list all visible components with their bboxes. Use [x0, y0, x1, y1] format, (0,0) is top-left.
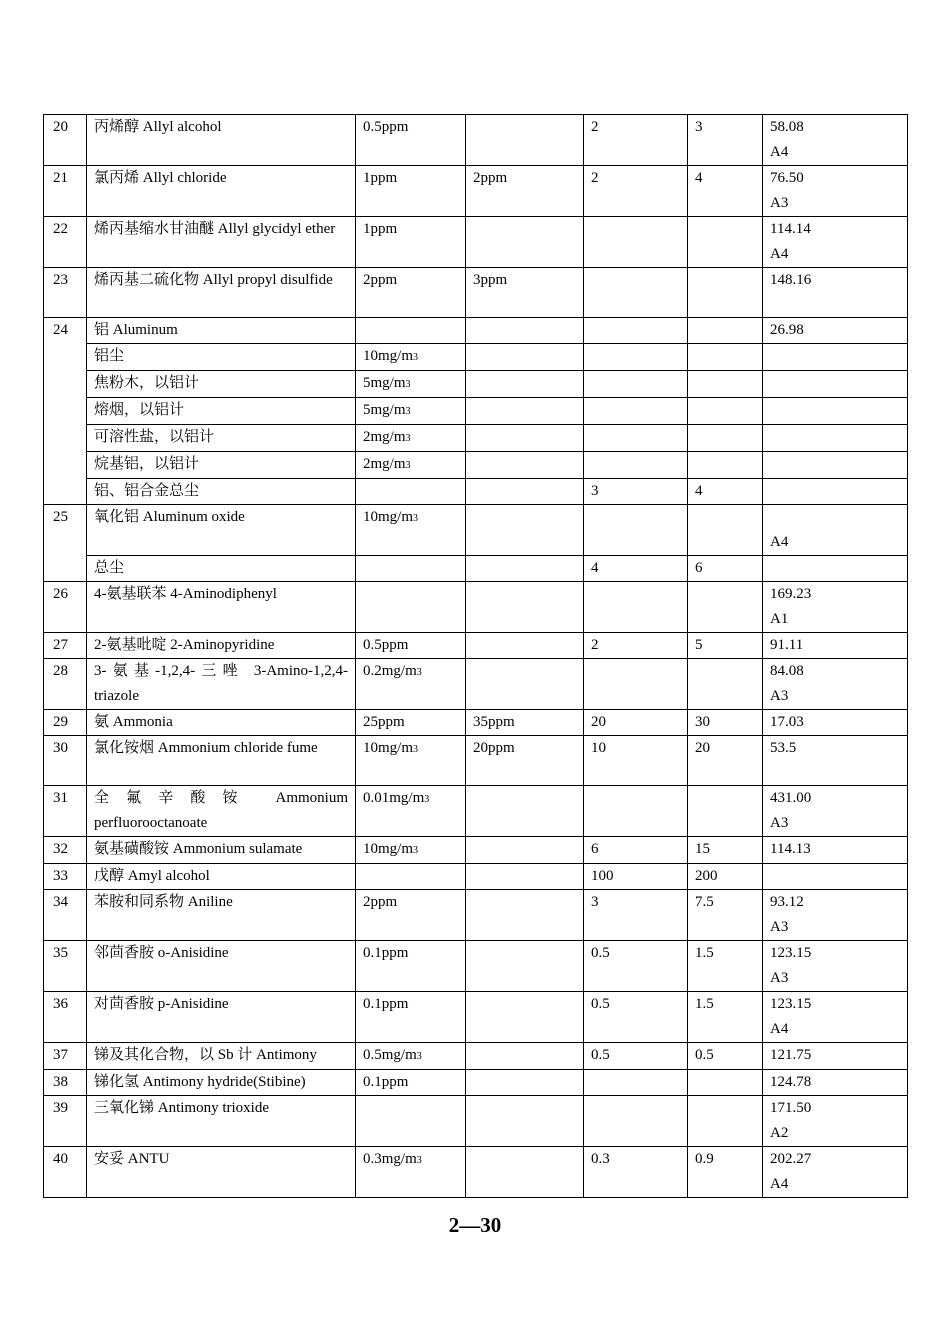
- limit-b-cell: [688, 398, 763, 425]
- molecular-weight-cell: [763, 268, 908, 318]
- twa-value-cell: [356, 115, 466, 166]
- limit-a-cell: 4: [584, 556, 688, 582]
- table-row: [44, 659, 908, 710]
- row-number-cell: 23: [44, 268, 87, 318]
- unit-suffix: 3: [413, 845, 419, 856]
- limit-a-cell: [584, 398, 688, 425]
- limit-b-cell: 0.5: [688, 1043, 763, 1070]
- molecular-weight-value: 76.50: [770, 170, 804, 186]
- molecular-weight-cell: [763, 371, 908, 398]
- twa-value-cell: [356, 398, 466, 425]
- limit-a-cell: [584, 505, 688, 556]
- molecular-weight-value: [770, 344, 900, 369]
- twa-value-text: 0.1ppm: [363, 996, 409, 1012]
- twa-value-text: 25ppm: [363, 714, 405, 730]
- substance-table-container: [43, 114, 907, 1198]
- substance-name-cell: 丙烯醇 Allyl alcohol: [87, 115, 356, 166]
- molecular-weight-value: [770, 425, 900, 450]
- molecular-weight-value: [770, 505, 900, 530]
- limit-a-cell: [584, 425, 688, 452]
- table-row: [44, 837, 908, 864]
- table-row: [44, 556, 908, 582]
- row-number-cell: 29: [44, 710, 87, 736]
- twa-value-text: 1ppm: [363, 221, 398, 237]
- molecular-weight-value: 26.98: [770, 322, 804, 338]
- molecular-weight-value: [770, 556, 900, 581]
- limit-a-cell: 100: [584, 864, 688, 890]
- stel-value-cell: [466, 786, 584, 837]
- stel-value-cell: 35ppm: [466, 710, 584, 736]
- unit-suffix: 3: [416, 1051, 422, 1062]
- limit-b-cell: [688, 582, 763, 633]
- substance-name-cell: 焦粉木，以铝计: [87, 371, 356, 398]
- carcinogen-class: A4: [770, 1021, 789, 1037]
- molecular-weight-cell: [763, 710, 908, 736]
- substance-name-cell: 4-氨基联苯 4-Aminodiphenyl: [87, 582, 356, 633]
- stel-value-cell: 3ppm: [466, 268, 584, 318]
- row-number-cell: 21: [44, 166, 87, 217]
- carcinogen-class: A4: [770, 144, 789, 160]
- table-body: [44, 115, 908, 1198]
- substance-name-cell: 苯胺和同系物 Aniline: [87, 890, 356, 941]
- limit-b-cell: [688, 786, 763, 837]
- table-row: [44, 633, 908, 659]
- table-row: [44, 371, 908, 398]
- table-row: [44, 941, 908, 992]
- stel-value-cell: [466, 837, 584, 864]
- limit-a-cell: [584, 582, 688, 633]
- stel-value-cell: [466, 992, 584, 1043]
- molecular-weight-cell: [763, 582, 908, 633]
- table-row: [44, 736, 908, 786]
- limit-b-cell: 1.5: [688, 992, 763, 1043]
- limit-a-cell: 2: [584, 166, 688, 217]
- substance-name-cell: 铝尘: [87, 344, 356, 371]
- twa-value-cell: [356, 479, 466, 505]
- substance-name-cell: 邻茴香胺 o-Anisidine: [87, 941, 356, 992]
- limit-b-cell: 4: [688, 166, 763, 217]
- limit-a-cell: 0.5: [584, 941, 688, 992]
- substance-name-cell: 锑及其化合物，以 Sb 计 Antimony: [87, 1043, 356, 1070]
- limit-b-cell: [688, 659, 763, 710]
- twa-value-text: 0.01mg/m: [363, 790, 425, 806]
- molecular-weight-value: 124.78: [770, 1074, 812, 1090]
- right-margin-rule: [907, 114, 908, 1194]
- molecular-weight-value: 114.13: [770, 841, 811, 857]
- substance-name-cell: 氯化铵烟 Ammonium chloride fume: [87, 736, 356, 786]
- limit-a-cell: [584, 268, 688, 318]
- molecular-weight-value: 93.12: [770, 894, 804, 910]
- molecular-weight-value: [770, 479, 900, 504]
- table-row: [44, 318, 908, 344]
- table-row: [44, 1070, 908, 1096]
- table-row: [44, 344, 908, 371]
- stel-value-cell: [466, 318, 584, 344]
- substance-name-cell: 氧化铝 Aluminum oxide: [87, 505, 356, 556]
- twa-value-text: 5mg/m: [363, 375, 406, 391]
- twa-value-text: 1ppm: [363, 170, 398, 186]
- molecular-weight-value: 84.08: [770, 663, 804, 679]
- limit-a-cell: 20: [584, 710, 688, 736]
- limit-b-cell: 3: [688, 115, 763, 166]
- row-number-cell: 25: [44, 505, 87, 582]
- limit-a-cell: [584, 217, 688, 268]
- molecular-weight-value: 114.14: [770, 221, 811, 237]
- table-row: [44, 479, 908, 505]
- stel-value-cell: [466, 344, 584, 371]
- limit-b-cell: [688, 318, 763, 344]
- limit-a-cell: [584, 659, 688, 710]
- molecular-weight-cell: [763, 1096, 908, 1147]
- molecular-weight-value: [770, 864, 900, 889]
- molecular-weight-value: 202.27: [770, 1151, 812, 1167]
- carcinogen-class: A4: [770, 1176, 789, 1192]
- carcinogen-class: A1: [770, 611, 789, 627]
- limit-b-cell: 200: [688, 864, 763, 890]
- stel-value-cell: [466, 864, 584, 890]
- limit-b-cell: [688, 371, 763, 398]
- molecular-weight-cell: [763, 425, 908, 452]
- table-row: [44, 1043, 908, 1070]
- substance-name-cell: 氨基磺酸铵 Ammonium sulamate: [87, 837, 356, 864]
- table-row: [44, 505, 908, 556]
- unit-suffix: 3: [413, 352, 419, 363]
- limit-b-cell: [688, 505, 763, 556]
- stel-value-cell: [466, 371, 584, 398]
- molecular-weight-cell: [763, 941, 908, 992]
- twa-value-text: 2ppm: [363, 272, 398, 288]
- row-number-cell: 40: [44, 1147, 87, 1198]
- carcinogen-class: A3: [770, 815, 789, 831]
- twa-value-text: 10mg/m: [363, 740, 414, 756]
- row-number-cell: 27: [44, 633, 87, 659]
- twa-value-cell: [356, 864, 466, 890]
- twa-value-cell: [356, 837, 466, 864]
- molecular-weight-cell: [763, 992, 908, 1043]
- molecular-weight-cell: [763, 633, 908, 659]
- twa-value-text: 0.5ppm: [363, 119, 409, 135]
- twa-value-cell: [356, 371, 466, 398]
- twa-value-cell: [356, 992, 466, 1043]
- molecular-weight-cell: [763, 505, 908, 556]
- molecular-weight-cell: [763, 837, 908, 864]
- molecular-weight-value: [770, 452, 900, 477]
- twa-value-cell: [356, 268, 466, 318]
- twa-value-cell: [356, 941, 466, 992]
- twa-value-cell: [356, 556, 466, 582]
- limit-b-cell: 6: [688, 556, 763, 582]
- stel-value-cell: [466, 1147, 584, 1198]
- unit-suffix: 3: [416, 667, 422, 678]
- limit-a-cell: [584, 344, 688, 371]
- limit-b-cell: 30: [688, 710, 763, 736]
- unit-suffix: 3: [405, 379, 411, 390]
- substance-name-cell: 铝 Aluminum: [87, 318, 356, 344]
- substance-name-cell: 烷基铝，以铝计: [87, 452, 356, 479]
- twa-value-cell: [356, 344, 466, 371]
- molecular-weight-cell: [763, 115, 908, 166]
- row-number-cell: 24: [44, 318, 87, 505]
- limit-a-cell: 3: [584, 890, 688, 941]
- molecular-weight-cell: [763, 166, 908, 217]
- limit-a-cell: 0.5: [584, 1043, 688, 1070]
- molecular-weight-value: 171.50: [770, 1100, 812, 1116]
- molecular-weight-value: 53.5: [770, 740, 797, 756]
- limit-a-cell: 2: [584, 633, 688, 659]
- table-row: [44, 425, 908, 452]
- stel-value-cell: [466, 556, 584, 582]
- stel-value-cell: [466, 890, 584, 941]
- row-number-cell: 22: [44, 217, 87, 268]
- unit-suffix: 3: [424, 794, 430, 805]
- limit-b-cell: [688, 425, 763, 452]
- limit-a-cell: [584, 318, 688, 344]
- limit-b-cell: 4: [688, 479, 763, 505]
- unit-suffix: 3: [413, 513, 419, 524]
- table-row: [44, 582, 908, 633]
- limit-b-cell: 20: [688, 736, 763, 786]
- molecular-weight-cell: [763, 736, 908, 786]
- limit-b-cell: [688, 1070, 763, 1096]
- molecular-weight-value: 169.23: [770, 586, 812, 602]
- substance-table: [43, 114, 908, 1198]
- twa-value-cell: [356, 1043, 466, 1070]
- molecular-weight-cell: [763, 890, 908, 941]
- limit-a-cell: 0.3: [584, 1147, 688, 1198]
- molecular-weight-value: 17.03: [770, 714, 804, 730]
- molecular-weight-cell: [763, 1070, 908, 1096]
- limit-b-cell: [688, 268, 763, 318]
- row-number-cell: 33: [44, 864, 87, 890]
- limit-a-cell: [584, 1070, 688, 1096]
- twa-value-cell: [356, 452, 466, 479]
- row-number-cell: 28: [44, 659, 87, 710]
- substance-name-cell: 锑化氢 Antimony hydride(Stibine): [87, 1070, 356, 1096]
- limit-b-cell: [688, 452, 763, 479]
- stel-value-cell: [466, 452, 584, 479]
- molecular-weight-cell: [763, 659, 908, 710]
- unit-suffix: 3: [405, 433, 411, 444]
- stel-value-cell: [466, 425, 584, 452]
- row-number-cell: 39: [44, 1096, 87, 1147]
- table-row: [44, 864, 908, 890]
- molecular-weight-cell: [763, 864, 908, 890]
- twa-value-text: 10mg/m: [363, 841, 414, 857]
- limit-b-cell: [688, 217, 763, 268]
- row-number-cell: 34: [44, 890, 87, 941]
- substance-name-cell: 烯丙基缩水甘油醚 Allyl glycidyl ether: [87, 217, 356, 268]
- stel-value-cell: [466, 505, 584, 556]
- substance-name-cell: 三氧化锑 Antimony trioxide: [87, 1096, 356, 1147]
- molecular-weight-value: 431.00: [770, 790, 812, 806]
- twa-value-text: 10mg/m: [363, 509, 414, 525]
- twa-value-cell: [356, 425, 466, 452]
- stel-value-cell: [466, 633, 584, 659]
- table-row: [44, 166, 908, 217]
- row-number-cell: 20: [44, 115, 87, 166]
- twa-value-cell: [356, 633, 466, 659]
- twa-value-cell: [356, 582, 466, 633]
- twa-value-cell: [356, 736, 466, 786]
- row-number-cell: 26: [44, 582, 87, 633]
- twa-value-text: 0.3mg/m: [363, 1151, 417, 1167]
- twa-value-text: 2mg/m: [363, 456, 406, 472]
- molecular-weight-value: 58.08: [770, 119, 804, 135]
- substance-name-cell: 安妥 ANTU: [87, 1147, 356, 1198]
- twa-value-text: 10mg/m: [363, 348, 414, 364]
- twa-value-text: 0.2mg/m: [363, 663, 417, 679]
- stel-value-cell: [466, 582, 584, 633]
- twa-value-cell: [356, 1096, 466, 1147]
- unit-suffix: 3: [413, 744, 419, 755]
- stel-value-cell: [466, 479, 584, 505]
- table-row: [44, 115, 908, 166]
- substance-name-cell: 3-氨基-1,2,4-三唑 3-Amino-1,2,4-triazole: [87, 659, 356, 710]
- molecular-weight-cell: [763, 479, 908, 505]
- stel-value-cell: [466, 659, 584, 710]
- table-row: [44, 992, 908, 1043]
- limit-b-cell: 7.5: [688, 890, 763, 941]
- molecular-weight-cell: [763, 398, 908, 425]
- molecular-weight-cell: [763, 1043, 908, 1070]
- carcinogen-class: A4: [770, 246, 789, 262]
- twa-value-cell: [356, 786, 466, 837]
- molecular-weight-value: 148.16: [770, 272, 812, 288]
- stel-value-cell: [466, 398, 584, 425]
- limit-a-cell: [584, 371, 688, 398]
- substance-name-cell: 2-氨基吡啶 2-Aminopyridine: [87, 633, 356, 659]
- molecular-weight-value: [770, 371, 900, 396]
- substance-name-cell: 氯丙烯 Allyl chloride: [87, 166, 356, 217]
- twa-value-cell: [356, 659, 466, 710]
- molecular-weight-value: [770, 398, 900, 423]
- molecular-weight-value: 91.11: [770, 637, 804, 653]
- limit-a-cell: 2: [584, 115, 688, 166]
- substance-name-cell: 可溶性盐，以铝计: [87, 425, 356, 452]
- limit-a-cell: 10: [584, 736, 688, 786]
- twa-value-cell: [356, 505, 466, 556]
- molecular-weight-cell: [763, 1147, 908, 1198]
- table-row: [44, 268, 908, 318]
- stel-value-cell: [466, 941, 584, 992]
- substance-name-cell: 熔烟，以铝计: [87, 398, 356, 425]
- carcinogen-class: A3: [770, 970, 789, 986]
- unit-suffix: 3: [416, 1155, 422, 1166]
- limit-b-cell: 15: [688, 837, 763, 864]
- twa-value-cell: [356, 217, 466, 268]
- limit-a-cell: 3: [584, 479, 688, 505]
- table-row: [44, 217, 908, 268]
- twa-value-text: 0.1ppm: [363, 1074, 409, 1090]
- substance-name-cell: 总尘: [87, 556, 356, 582]
- twa-value-cell: [356, 318, 466, 344]
- twa-value-text: 0.5mg/m: [363, 1047, 417, 1063]
- limit-b-cell: 1.5: [688, 941, 763, 992]
- stel-value-cell: [466, 115, 584, 166]
- stel-value-cell: [466, 1070, 584, 1096]
- substance-name-cell: 氨 Ammonia: [87, 710, 356, 736]
- limit-b-cell: 0.9: [688, 1147, 763, 1198]
- molecular-weight-cell: [763, 344, 908, 371]
- row-number-cell: 30: [44, 736, 87, 786]
- twa-value-cell: [356, 1070, 466, 1096]
- page-number: 2—30: [448, 1213, 502, 1237]
- carcinogen-class: A4: [770, 534, 789, 550]
- twa-value-text: 0.5ppm: [363, 637, 409, 653]
- table-row: [44, 890, 908, 941]
- stel-value-cell: [466, 217, 584, 268]
- limit-b-cell: [688, 1096, 763, 1147]
- twa-value-cell: [356, 166, 466, 217]
- stel-value-cell: [466, 1096, 584, 1147]
- molecular-weight-cell: [763, 786, 908, 837]
- twa-value-text: 2mg/m: [363, 429, 406, 445]
- table-row: [44, 452, 908, 479]
- limit-a-cell: [584, 786, 688, 837]
- carcinogen-class: A3: [770, 688, 789, 704]
- substance-name-cell: 戊醇 Amyl alcohol: [87, 864, 356, 890]
- row-number-cell: 38: [44, 1070, 87, 1096]
- substance-name-cell: 铝、铝合金总尘: [87, 479, 356, 505]
- limit-a-cell: 0.5: [584, 992, 688, 1043]
- limit-b-cell: 5: [688, 633, 763, 659]
- twa-value-text: 2ppm: [363, 894, 398, 910]
- unit-suffix: 3: [405, 406, 411, 417]
- carcinogen-class: A3: [770, 919, 789, 935]
- substance-name-cell: 烯丙基二硫化物 Allyl propyl disulfide: [87, 268, 356, 318]
- twa-value-cell: [356, 1147, 466, 1198]
- molecular-weight-value: 123.15: [770, 945, 812, 961]
- twa-value-text: 0.1ppm: [363, 945, 409, 961]
- substance-name-cell: 对茴香胺 p-Anisidine: [87, 992, 356, 1043]
- carcinogen-class: A2: [770, 1125, 789, 1141]
- limit-a-cell: [584, 1096, 688, 1147]
- molecular-weight-cell: [763, 452, 908, 479]
- table-row: [44, 710, 908, 736]
- twa-value-cell: [356, 710, 466, 736]
- molecular-weight-value: 123.15: [770, 996, 812, 1012]
- molecular-weight-cell: [763, 318, 908, 344]
- substance-name-cell: 全氟辛酸铵 Ammonium perfluorooctanoate: [87, 786, 356, 837]
- stel-value-cell: 20ppm: [466, 736, 584, 786]
- row-number-cell: 36: [44, 992, 87, 1043]
- row-number-cell: 31: [44, 786, 87, 837]
- row-number-cell: 35: [44, 941, 87, 992]
- stel-value-cell: [466, 1043, 584, 1070]
- limit-a-cell: 6: [584, 837, 688, 864]
- table-row: [44, 398, 908, 425]
- table-row: [44, 786, 908, 837]
- stel-value-cell: 2ppm: [466, 166, 584, 217]
- row-number-cell: 32: [44, 837, 87, 864]
- limit-a-cell: [584, 452, 688, 479]
- table-row: [44, 1147, 908, 1198]
- twa-value-text: 5mg/m: [363, 402, 406, 418]
- table-row: [44, 1096, 908, 1147]
- molecular-weight-value: 121.75: [770, 1047, 812, 1063]
- molecular-weight-cell: [763, 556, 908, 582]
- row-number-cell: 37: [44, 1043, 87, 1070]
- molecular-weight-cell: [763, 217, 908, 268]
- carcinogen-class: A3: [770, 195, 789, 211]
- limit-b-cell: [688, 344, 763, 371]
- unit-suffix: 3: [405, 460, 411, 471]
- twa-value-cell: [356, 890, 466, 941]
